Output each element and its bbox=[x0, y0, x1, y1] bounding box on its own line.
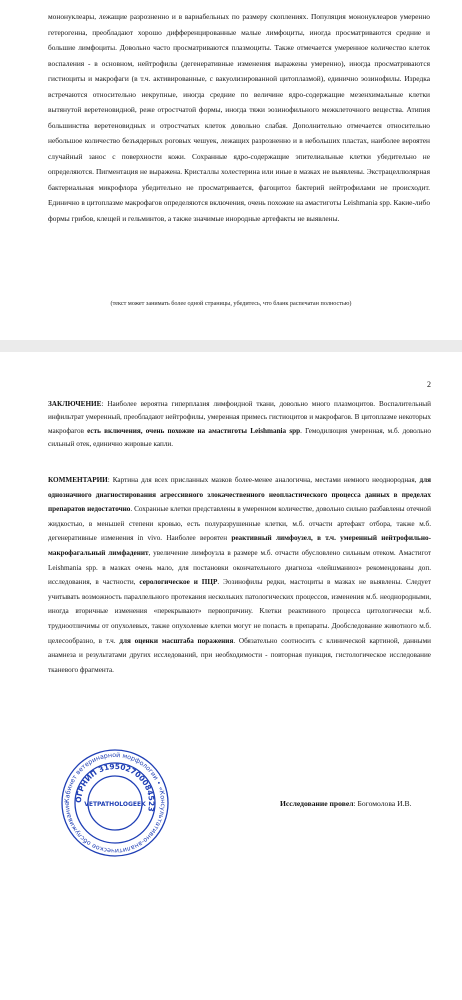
comments-bold-3: серологическое и ПЦР bbox=[139, 578, 218, 587]
comments-paragraph bbox=[48, 473, 431, 677]
stamp-outer-text: Кабинет ветеринарной морфологии • «Консультативно-аналитическое обслуживание bbox=[63, 751, 167, 855]
conclusion-text-2: . Гемодилюция умеренная, м.б. довольно сильный отек, единично жировые капли. bbox=[48, 426, 431, 448]
stamp-ogrnip-text: ОГРНИП 319502700084523 bbox=[73, 761, 157, 813]
comments-text-1: : Картина для всех присланных мазков более-менее аналогична, местами немного неоднородная, bbox=[107, 476, 420, 484]
description-continued: мононуклеары, лежащие разрозненно и в вариабельных по размеру скоплениях. Популяция мононуклеаров умеренно гетерогенна, преобладают хорошо дифференцированные малые лимфоциты, иногда просматриваются средние и большие лимфоциты. Довольно часто просматриваются плазмоциты. Также отмечается умеренное количество клеток воспаления - в основном, нейтрофилы (дегенеративные изменения выражены умеренно), иногда просматриваются гистиоциты и макрофаги (в т.ч. активированные, с вакуолизированной цитоплазмой), единично эозинофилы. Изредка встречаются относительно некрупные, иногда средние по величине ядро-содержащие мезенхимальные клетки вытянутой веретеновидной, реже отростчатой формы, иногда тяжи эозинофильного межклеточного вещества. Атипия большинства веретеновидных и отростчатых клеток довольно слабая. Дополнительно отмечается относительно небольшое количество безъядерных роговых чешуек, лежащих разрозненно и в небольших пластах, наиболее вероятен случайный занос с поверхности кожи. Сохранные ядро-содержащие эпителиальные клетки убедительно не определяются. Пигментация не выражена. Кристаллы холестерина или иные в мазках не выявлены. Экстрацеллюлярная бактериальная микрофлора убедительно не просматривается, фагоцитоз бактерий нейтрофилами не происходит. Единично в цитоплазме макрофагов определяются включения, очень похожие на амастиготы Leishmania spp. Какие-либо формы грибов, клещей и гельминтов, а также значимые инородные артефакты не выявлены. bbox=[48, 12, 431, 223]
page-1 bbox=[0, 0, 462, 340]
clinic-stamp bbox=[60, 748, 170, 858]
comments-text-2: . Сохранные клетки представлены в умеренном количестве, довольно сильно разбавлены отечной жидкостью, в меньшей степени кровью, есть полуразрушенные клетки, м.б. отчасти артефакт отбора, также м.б. дегенеративные изменения in vivo. Наиболее вероятен bbox=[48, 505, 431, 543]
signature-name: : Богомолова И.В. bbox=[353, 799, 412, 808]
conclusion-label: ЗАКЛЮЧЕНИЕ bbox=[48, 400, 102, 408]
page-number: 2 bbox=[427, 380, 431, 389]
signature-line bbox=[280, 799, 411, 808]
comments-bold-2: реактивный лимфоузел, в т.ч. умеренный нейтрофильно-макрофагальный лимфаденит bbox=[48, 534, 431, 557]
conclusion-text-1: : Наиболее вероятна гиперплазия лимфоидной ткани, довольно много плазмоцитов. Воспалительный инфильтрат умеренный, преобладают нейтрофилы, умеренная примесь гистиоцитов и макрофагов. В цитоплазме некоторых макрофагов bbox=[48, 400, 431, 435]
comments-bold-1: для однозначного диагностирования агрессивного злокачественного неопластического процесса данных в пределах препаратов недостаточно bbox=[48, 476, 431, 514]
signature-label: Исследование провел bbox=[280, 799, 354, 808]
print-note: (текст может занимать более одной страницы, убедитесь, что бланк распечатан полностью) bbox=[110, 300, 352, 307]
stamp-brand-text: VETPATHOLOGEEK bbox=[84, 801, 146, 808]
comments-text-5: . Обязательно соотносить с клинической картиной, данными анамнеза и результатами других исследований, при необходимости - повторная пункция, гистологическое исследование тканевого фрагмента. bbox=[48, 636, 431, 674]
page-2 bbox=[0, 352, 462, 1000]
conclusion-paragraph bbox=[48, 398, 431, 451]
conclusion-bold-1: есть включения, очень похожие на амастиготы Leishmania spp bbox=[87, 426, 301, 435]
comments-bold-4: для оценки масштаба поражения bbox=[119, 636, 234, 645]
comments-text-4: . Эозинофилы редки, мастоциты в мазках не выявлены. Следует учитывать возможность параллельного протекания нескольких патологических процессов, изменения м.б. неоднородными, иногда вторичные изменения «перекрывают» первопричину. Клетки реактивного процесса цитологически м.б. трудноотличимы от опухолевых, также опухолевые клетки могут не попасть в препараты. Дообследование животного м.б. целесообразно, в т.ч. bbox=[48, 578, 431, 645]
comments-label: КОММЕНТАРИИ bbox=[48, 476, 108, 484]
comments-text-3: , увеличение лимфоузла в размере м.б. отчасти обусловлено сильным отеком. Амастигот Leishmania spp. в мазках очень мало, для постановки окончательного диагноза «лейшманиоз» рекомендованы доп. исследования, в частности, bbox=[48, 548, 431, 587]
